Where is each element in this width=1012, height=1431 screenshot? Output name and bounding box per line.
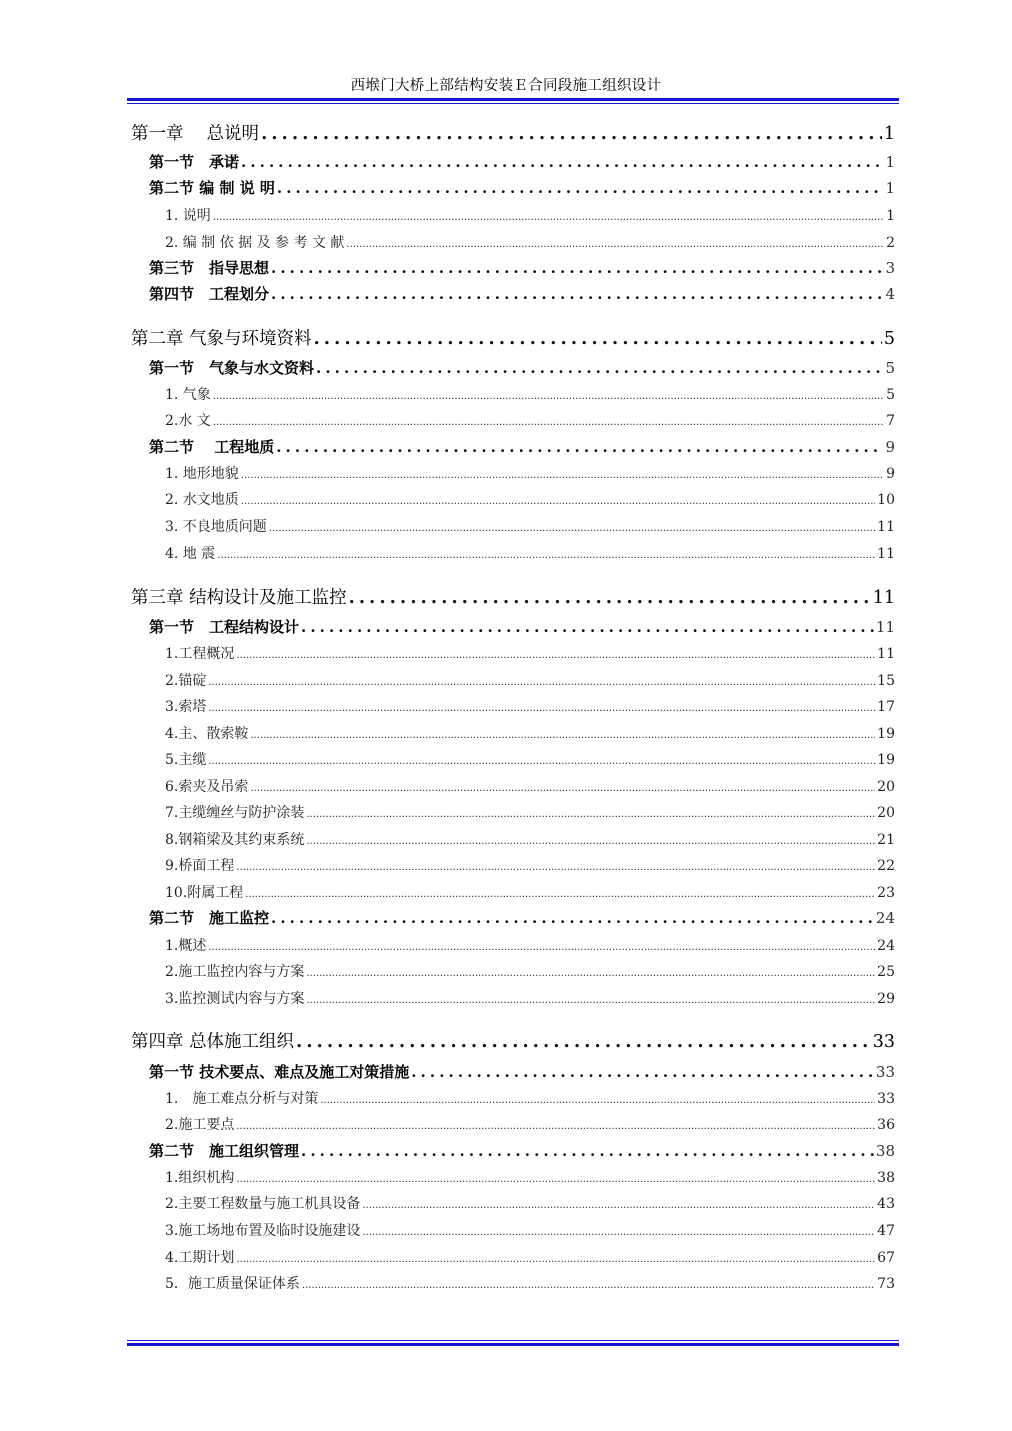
toc-item-entry[interactable] [165,205,895,225]
toc-entry-page-number: 15 [877,673,895,689]
dot-leader [208,677,875,688]
toc-item-entry[interactable] [165,882,895,902]
toc-entry-page-number: 24 [877,938,895,954]
dot-leader [236,1174,875,1185]
toc-entry-page-number: 20 [877,779,895,795]
dot-leader [236,650,875,661]
toc-section-entry[interactable] [149,616,895,637]
dot-leader [213,212,884,223]
dot-leader [241,153,883,171]
toc-entry-label: 1.工程概况 [165,646,235,662]
dot-leader [271,259,883,277]
toc-item-entry[interactable] [165,696,895,716]
document-title: 西堠门大桥上部结构安装Ｅ合同段施工组织设计 [350,78,662,94]
toc-item-entry[interactable] [165,384,895,404]
dot-leader [236,1121,875,1132]
toc-entry-page-number: 20 [877,805,895,821]
dot-leader [362,1227,875,1238]
toc-item-entry[interactable] [165,670,895,690]
toc-entry-page-number: 1 [885,179,895,197]
toc-entry-label: 第一节 工程结构设计 [149,618,300,636]
toc-item-entry[interactable] [165,489,895,509]
toc-entry-label: 2.水 文 [165,413,211,429]
toc-entry-page-number: 33 [872,1032,895,1052]
toc-entry-label: 第一节 技术要点、难点及施工对策措施 [149,1063,410,1081]
toc-entry-label: 4.工期计划 [165,1250,235,1266]
toc-chapter-entry[interactable] [131,1028,895,1053]
toc-entry-page-number: 5 [886,387,895,403]
toc-entry-page-number: 1 [883,124,895,144]
dot-leader [306,995,875,1006]
toc-entry-label: 第二节 工程地质 [149,438,275,456]
toc-entry-page-number: 47 [877,1223,895,1239]
toc-entry-page-number: 17 [877,699,895,715]
toc-entry-label: 1.组织机构 [165,1170,235,1186]
dot-leader [208,756,875,767]
toc-entry-label: 1. 施工难点分析与对策 [165,1091,319,1107]
toc-chapter-entry[interactable] [131,584,895,609]
toc-entry-page-number: 24 [875,909,895,927]
toc-entry-page-number: 73 [877,1276,895,1292]
toc-entry-page-number: 1 [886,208,895,224]
toc-entry-page-number: 11 [872,588,895,608]
toc-entry-page-number: 67 [877,1250,895,1266]
toc-entry-label: 1. 气象 [165,387,211,403]
toc-entry-label: 1. 说明 [165,208,211,224]
toc-entry-label: 1.概述 [165,938,207,954]
dot-leader [250,730,875,741]
toc-entry-label: 5．施工质量保证体系 [165,1276,300,1292]
dot-leader [306,836,875,847]
dot-leader [241,470,884,481]
toc-entry-label: 第二节 编 制 说 明 [149,179,275,197]
toc-entry-page-number: 29 [877,991,895,1007]
toc-item-entry[interactable] [165,1247,895,1267]
toc-item-entry[interactable] [165,961,895,981]
toc-section-entry[interactable] [149,907,895,928]
dot-leader [208,942,875,953]
dot-leader [346,239,884,250]
toc-entry-page-number: 2 [886,235,895,251]
toc-section-entry[interactable] [149,1061,895,1082]
toc-entry-page-number: 3 [885,259,895,277]
toc-entry-page-number: 7 [886,413,895,429]
dot-leader [277,179,884,197]
toc-entry-label: 第二节 施工监控 [149,909,270,927]
toc-entry-page-number: 22 [877,858,895,874]
toc-item-entry[interactable] [165,776,895,796]
toc-entry-label: 2.锚碇 [165,673,207,689]
dot-leader [362,1200,875,1211]
toc-entry-page-number: 33 [877,1091,895,1107]
toc-entry-page-number: 33 [875,1063,895,1081]
toc-item-entry[interactable] [165,723,895,743]
toc-entry-label: 第三节 指导思想 [149,259,270,277]
dot-leader [349,588,871,608]
toc-entry-label: 第二章 气象与环境资料 [131,329,312,349]
dot-leader [296,1032,871,1052]
dot-leader [250,783,875,794]
toc-entry-label: 3.监控测试内容与方案 [165,991,305,1007]
toc-entry-label: 5.主缆 [165,752,207,768]
dot-leader [306,968,875,979]
toc-entry-label: 第四章 总体施工组织 [131,1032,295,1052]
toc-item-entry[interactable] [165,802,895,822]
toc-item-entry[interactable] [165,232,895,252]
dot-leader [320,1095,875,1106]
toc-entry-label: 3.索塔 [165,699,207,715]
dot-leader [208,703,875,714]
dot-leader [213,417,884,428]
dot-leader [302,1280,875,1291]
toc-entry-page-number: 10 [877,492,895,508]
toc-item-entry[interactable] [165,643,895,663]
toc-entry-page-number: 36 [877,1117,895,1133]
toc-entry-page-number: 5 [885,359,895,377]
toc-section-entry[interactable] [149,357,895,378]
toc-item-entry[interactable] [165,935,895,955]
toc-section-entry[interactable] [149,283,895,304]
toc-item-entry[interactable] [165,516,895,536]
dot-leader [236,862,875,873]
toc-item-entry[interactable] [165,855,895,875]
toc-item-entry[interactable] [165,1273,895,1293]
toc-entry-page-number: 23 [877,885,895,901]
dot-leader [245,889,875,900]
toc-section-entry[interactable] [149,436,895,457]
toc-entry-page-number: 5 [883,329,895,349]
dot-leader [411,1063,874,1081]
toc-item-entry[interactable] [165,410,895,430]
header-rule [127,98,899,104]
toc-entry-page-number: 25 [877,964,895,980]
dot-leader [271,285,883,303]
toc-entry-label: 4.主、散索鞍 [165,726,249,742]
toc-entry-page-number: 1 [885,153,895,171]
toc-entry-page-number: 11 [877,546,895,562]
toc-chapter-entry[interactable] [131,325,895,350]
toc-entry-page-number: 9 [885,438,895,456]
toc-entry-label: 第二节 施工组织管理 [149,1142,300,1160]
toc-section-entry[interactable] [149,257,895,278]
toc-item-entry[interactable] [165,1220,895,1240]
toc-item-entry[interactable] [165,1193,895,1213]
toc-section-entry[interactable] [149,151,895,172]
toc-item-entry[interactable] [165,1088,895,1108]
toc-entry-label: 9.桥面工程 [165,858,235,874]
toc-entry-label: 第一章 总说明 [131,124,260,144]
toc-section-entry[interactable] [149,1140,895,1161]
toc-entry-page-number: 38 [877,1170,895,1186]
toc-entry-label: 2. 水文地质 [165,492,239,508]
toc-entry-page-number: 43 [877,1196,895,1212]
toc-entry-label: 4. 地 震 [165,546,216,562]
toc-entry-label: 2.主要工程数量与施工机具设备 [165,1196,361,1212]
toc-entry-label: 7.主缆缠丝与防护涂装 [165,805,305,821]
toc-entry-label: 第四节 工程划分 [149,285,270,303]
dot-leader [314,329,882,349]
toc-entry-label: 第三章 结构设计及施工监控 [131,588,347,608]
toc-entry-label: 3.施工场地布置及临时设施建设 [165,1223,361,1239]
toc-item-entry[interactable] [165,1114,895,1134]
toc-entry-label: 8.钢箱梁及其约束系统 [165,832,305,848]
toc-entry-page-number: 11 [875,618,895,636]
dot-leader [301,1142,874,1160]
dot-leader [213,391,884,402]
toc-entry-page-number: 11 [877,646,895,662]
toc-entry-page-number: 4 [885,285,895,303]
toc-item-entry[interactable] [165,543,895,563]
dot-leader [236,1254,875,1265]
dot-leader [271,909,874,927]
dot-leader [301,618,874,636]
toc-item-entry[interactable] [165,829,895,849]
toc-entry-label: 10.附属工程 [165,885,244,901]
toc-entry-label: 第一节 承诺 [149,153,240,171]
dot-leader [269,523,875,534]
footer-rule [127,1340,899,1346]
toc-entry-label: 第一节 气象与水文资料 [149,359,315,377]
toc-entry-page-number: 11 [877,519,895,535]
dot-leader [276,438,883,456]
toc-entry-page-number: 38 [875,1142,895,1160]
toc-entry-label: 6.索夹及吊索 [165,779,249,795]
toc-section-entry[interactable] [149,177,895,198]
toc-entry-label: 1. 地形地貌 [165,466,239,482]
toc-entry-page-number: 9 [886,466,895,482]
toc-entry-label: 3. 不良地质问题 [165,519,267,535]
dot-leader [316,359,883,377]
toc-item-entry[interactable] [165,463,895,483]
toc-entry-page-number: 19 [877,752,895,768]
toc-entry-label: 2. 编 制 依 据 及 参 考 文 献 [165,235,345,251]
dot-leader [241,496,875,507]
dot-leader [217,550,875,561]
toc-entry-label: 2.施工要点 [165,1117,235,1133]
toc-item-entry[interactable] [165,988,895,1008]
dot-leader [261,124,882,144]
toc-entry-page-number: 19 [877,726,895,742]
toc-chapter-entry[interactable] [131,120,895,145]
toc-item-entry[interactable] [165,749,895,769]
toc-entry-page-number: 21 [877,832,895,848]
dot-leader [306,809,875,820]
toc-entry-label: 2.施工监控内容与方案 [165,964,305,980]
toc-item-entry[interactable] [165,1167,895,1187]
